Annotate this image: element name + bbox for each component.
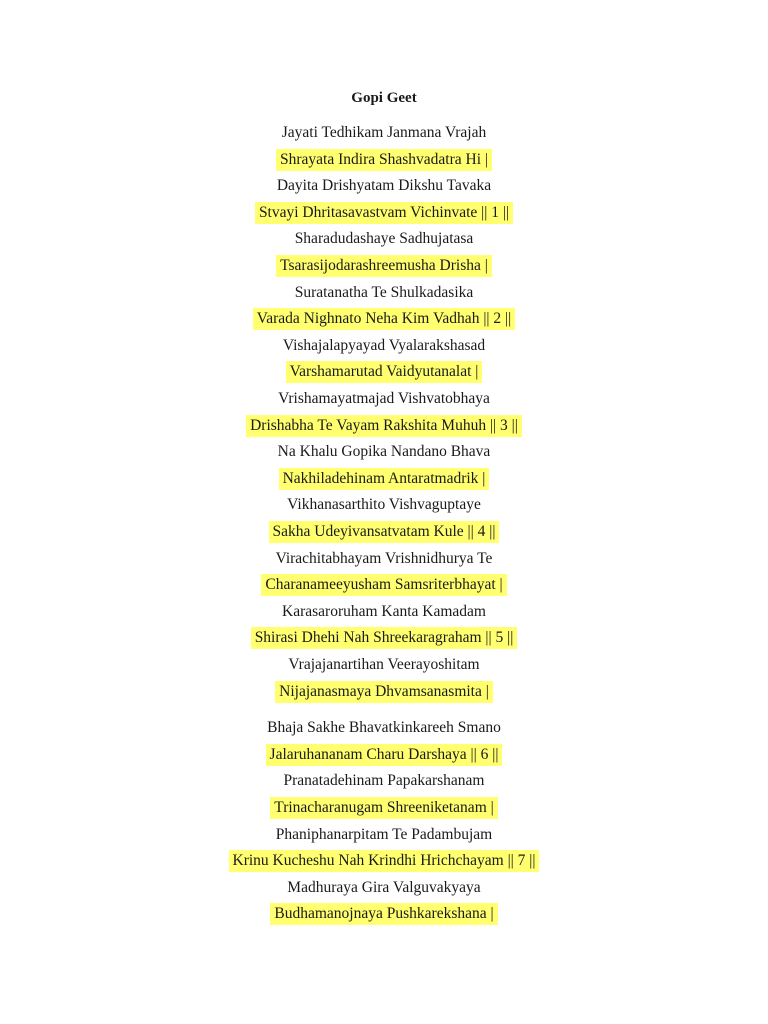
verse-line-text: Jalaruhananam Charu Darshaya || 6 || [266, 744, 503, 766]
verse-line-text: Suratanatha Te Shulkadasika [294, 283, 474, 301]
highlighted-verse-line [0, 255, 768, 277]
verse-line-text: Varshamarutad Vaidyutanalat | [286, 361, 483, 383]
verse-line-text: Charanameeyusham Samsriterbhayat | [261, 574, 506, 596]
verse-line-text: Budhamanojnaya Pushkarekshana | [270, 903, 497, 925]
verse-line-text: Stvayi Dhritasavastvam Vichinvate || 1 || [255, 202, 513, 224]
verse-line-text: Sharadudashaye Sadhujatasa [294, 230, 474, 248]
highlighted-verse-line [0, 797, 768, 819]
verse-line-text: Jayati Tedhikam Janmana Vrajah [281, 124, 487, 141]
verse-line-text: Virachitabhayam Vrishnidhurya Te [275, 549, 493, 567]
verse-line [0, 877, 768, 899]
verse-line-text: Vishajalapyayad Vyalarakshasad [282, 336, 486, 354]
highlighted-verse-line [0, 415, 768, 437]
verse-line-text: Bhaja Sakhe Bhavatkinkareeh Smano [267, 719, 501, 737]
verse-line-text: Nakhiladehinam Antaratmadrik | [279, 468, 490, 490]
verse-line-text: Tsarasijodarashreemusha Drisha | [276, 255, 492, 277]
verse-line [0, 228, 768, 250]
verse-line-text: Trinacharanugam Shreeniketanam | [270, 797, 497, 819]
verse-line-text: Nijajanasmaya Dhvamsanasmita | [275, 681, 493, 703]
verse-line-text: Na Khalu Gopika Nandano Bhava [277, 443, 491, 461]
highlighted-verse-line [0, 202, 768, 224]
highlighted-verse-line [0, 468, 768, 490]
verse-line [0, 441, 768, 463]
verse-line [0, 601, 768, 623]
verse-line-text: Phaniphanarpitam Te Padambujam [275, 825, 493, 843]
verse-line [0, 548, 768, 570]
verse-line [0, 175, 768, 197]
highlighted-verse-line [0, 521, 768, 543]
verse-line [0, 770, 768, 792]
verse-line [0, 388, 768, 410]
verse-line-text: Dayita Drishyatam Dikshu Tavaka [276, 177, 492, 195]
verse-line [0, 824, 768, 846]
highlighted-verse-line [0, 361, 768, 383]
highlighted-verse-line [0, 308, 768, 330]
verse-line-text: Shrayata Indira Shashvadatra Hi | [276, 149, 492, 171]
verse-line [0, 494, 768, 516]
verse-line [0, 335, 768, 357]
verse-line [0, 282, 768, 304]
verse-line-text: Madhuraya Gira Valguvakyaya [287, 878, 481, 896]
highlighted-verse-line [0, 744, 768, 766]
verse-line-text: Sakha Udeyivansatvatam Kule || 4 || [269, 521, 500, 543]
highlighted-verse-line [0, 850, 768, 872]
verse-line-text: Shirasi Dhehi Nah Shreekaragraham || 5 || [251, 627, 518, 649]
verse-line-text: Vrishamayatmajad Vishvatobhaya [278, 390, 490, 407]
verse-line-text: Karasaroruham Kanta Kamadam [282, 602, 486, 620]
verse-line-text: Krinu Kucheshu Nah Krindhi Hrichchayam || 7 || [229, 850, 540, 872]
highlighted-verse-line [0, 627, 768, 649]
verse-line-text: Vrajajanartihan Veerayoshitam [288, 656, 480, 673]
verse-line [0, 122, 768, 144]
verse-line [0, 654, 768, 676]
verse-line-text: Pranatadehinam Papakarshanam [283, 772, 485, 790]
highlighted-verse-line [0, 574, 768, 596]
highlighted-verse-line [0, 903, 768, 925]
highlighted-verse-line [0, 149, 768, 171]
verse-line-text: Varada Nighnato Neha Kim Vadhah || 2 || [253, 308, 515, 330]
verse-line [0, 717, 768, 739]
document-title: Gopi Geet [351, 90, 417, 106]
verse-line-text: Drishabha Te Vayam Rakshita Muhuh || 3 || [246, 415, 522, 437]
verse-line-text: Vikhanasarthito Vishvaguptaye [287, 496, 481, 514]
highlighted-verse-line [0, 681, 768, 703]
